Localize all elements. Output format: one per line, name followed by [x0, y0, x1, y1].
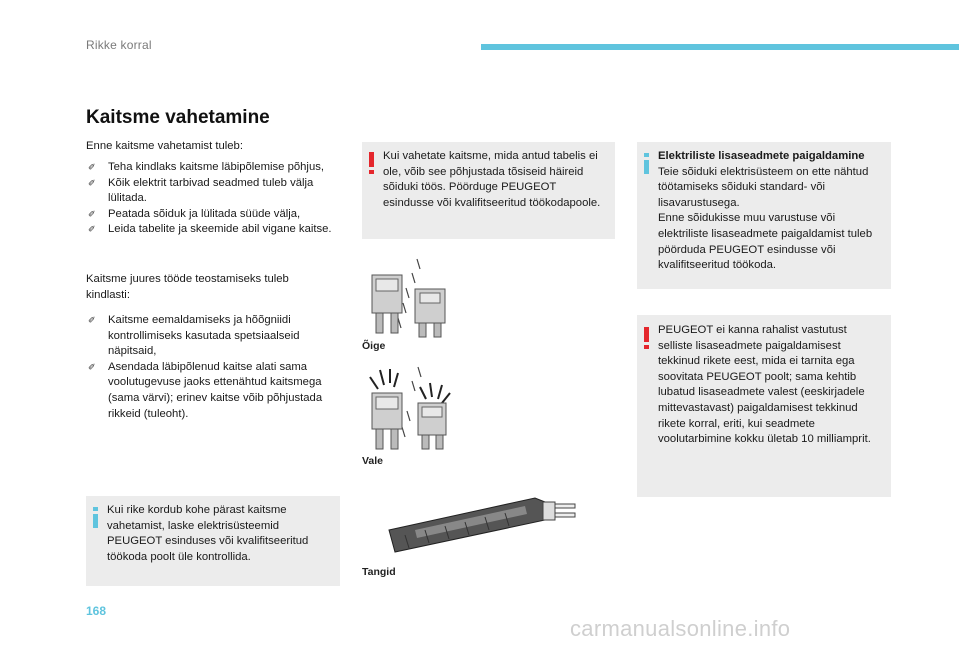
list-item: ✐ Kõik elektrit tarbivad seadmed tuleb välja lülitada. — [88, 176, 314, 205]
watermark: carmanualsonline.info — [570, 616, 791, 641]
info-box-heading: Elektriliste lisaseadmete paigaldamine — [658, 150, 865, 162]
warning-box-fuse — [362, 142, 615, 239]
info-icon-dot — [644, 153, 649, 157]
bullet-icon: ✐ — [88, 177, 96, 188]
info-box-text — [658, 149, 884, 274]
info-box-body-1: Teie sõiduki elektrisüsteem on ette nähtud töötamiseks sõiduki standard- või lisavarustusega. — [658, 165, 869, 209]
warning-box-text: Kui vahetate kaitsme, mida antud tabelis ei ole, võib see põhjustada tõsiseid häireid sõiduki töös. Pöörduge PEUGEOT esindusse või kvalifitseeritud töökodapoole. — [383, 150, 601, 209]
list-item: ✐ Teha kindlaks kaitsme läbipõlemise põhjus, — [86, 160, 344, 176]
warning-icon-dot — [369, 170, 374, 174]
bullet-icon: ✐ — [88, 208, 96, 219]
precondition-list — [86, 160, 344, 238]
list-item: ✐ Leida tabelite ja skeemide abil vigane kaitse. — [86, 222, 344, 238]
caption-correct: Õige — [362, 340, 386, 352]
info-box-text: Kui rike kordub kohe pärast kaitsme vahetamist, laske elektrisüsteemid PEUGEOT esinduses või kvalifitseeritud töökoda poolt üle kontrollida. — [107, 504, 309, 563]
header-accent-bar — [481, 44, 959, 50]
page-title: Kaitsme vahetamine — [86, 107, 270, 128]
bullet-icon: ✐ — [88, 224, 96, 235]
list-item: ✐ Kaitsme eemaldamiseks ja hõõgniidi kontrollimiseks kasutada spetsiaalseid näpitsaid, — [88, 314, 300, 358]
info-icon-dot — [93, 507, 98, 511]
warning-box-text: PEUGEOT ei kanna rahalist vastutust selliste lisaseadmete paigaldamisest tekkinud rikete eest, mida ei tarnita ega soovitata PEUGEOT poolt; sama kehtib lubatud lisaseadmete valest (eeskirjadele mittevastavast) paigaldamisest tekkinud rikete korral, eriti, kui seadmete voolutarbimine kokku ületab 10 milliamprit. — [658, 324, 871, 446]
intro-text: Enne kaitsme vahetamist tuleb: — [86, 140, 243, 152]
fuse-tongs-illustration — [385, 480, 585, 560]
wrong-fuse-illustration — [360, 365, 460, 455]
info-icon-bar — [93, 514, 98, 528]
correct-fuse-illustration — [360, 255, 450, 340]
section-title: Rikke korral — [86, 38, 152, 52]
list-item: ✐ Peatada sõiduk ja lülitada süüde välja, — [86, 207, 344, 223]
bullet-icon: ✐ — [88, 162, 96, 172]
warning-icon-bar — [369, 152, 374, 167]
warning-icon-bar — [644, 327, 649, 342]
info-box-accessories — [637, 142, 891, 289]
page-number: 168 — [86, 604, 107, 618]
info-box-body-2: Enne sõidukisse muu varustuse või elektriliste lisaseadmete paigaldamist tuleb pöörduda PEUGEOT esindusse või kvalifitseeritud töökoda. — [658, 212, 873, 272]
warning-box-liability — [637, 315, 891, 497]
requirement-text: Kaitsme juures tööde teostamiseks tuleb kindlasti: — [86, 273, 289, 301]
warning-icon-dot — [644, 345, 649, 349]
info-icon-bar — [644, 160, 649, 174]
caption-wrong: Vale — [362, 455, 384, 467]
info-box-repeat-failure — [86, 496, 340, 586]
caption-tongs: Tangid — [362, 566, 396, 578]
bullet-icon: ✐ — [88, 361, 96, 372]
list-item: ✐ Asendada läbipõlenud kaitse alati sama voolutugevuse jaoks ettenähtud kaitsmega (sama värvi); erinev kaitse võib põhjustada rikkeid (tuleoht). — [88, 360, 323, 420]
bullet-icon: ✐ — [88, 315, 96, 325]
requirement-list — [86, 313, 344, 422]
